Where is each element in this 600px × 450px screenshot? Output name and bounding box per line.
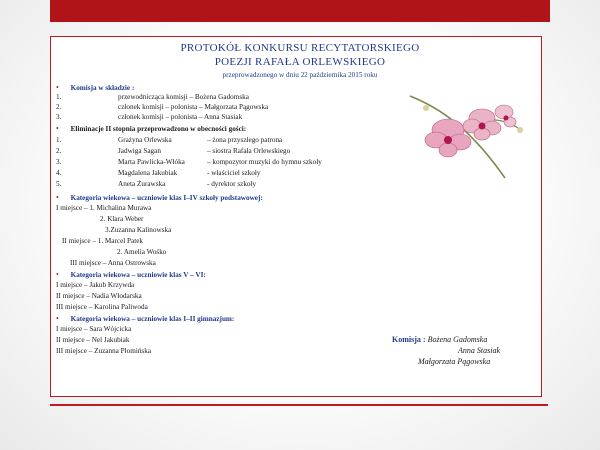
bullet-icon: • bbox=[56, 314, 59, 323]
commission-member-number: 2. bbox=[56, 103, 62, 111]
signature-label: Komisja : bbox=[392, 335, 426, 344]
result-line: I miejsce – Jakub Krzywda bbox=[56, 281, 135, 289]
guest-role: – żona przyszłego patrona bbox=[207, 136, 283, 144]
signature-name: Anna Stasiak bbox=[458, 346, 500, 355]
category-heading-line bbox=[56, 314, 234, 324]
bullet-icon: • bbox=[56, 124, 59, 133]
signature-line-1 bbox=[392, 335, 487, 344]
top-red-bar bbox=[50, 0, 550, 22]
bullet-icon: • bbox=[56, 193, 59, 202]
guest-number: 5. bbox=[56, 180, 62, 188]
result-line: I miejsce – Sara Wójcicka bbox=[56, 325, 132, 333]
guest-number: 2. bbox=[56, 147, 62, 155]
commission-heading-line bbox=[56, 83, 134, 93]
category-heading: Kategoria wiekowa – uczniowie klas V – VI: bbox=[70, 271, 206, 279]
commission-member: członek komisji – polonista – Małgorzata Pągowska bbox=[118, 103, 269, 111]
guest-role: – kompozytor muzyki do hymnu szkoły bbox=[207, 158, 322, 166]
signature-name: Bożena Gadomska bbox=[427, 335, 488, 344]
category-heading-line bbox=[56, 193, 263, 203]
result-line: III miejsce – Zuzanna Płomińska bbox=[56, 347, 152, 355]
guest-number: 4. bbox=[56, 169, 62, 177]
guest-name: Jadwiga Sagan bbox=[118, 147, 161, 155]
guest-number: 3. bbox=[56, 158, 62, 166]
result-line: III miejsce – Anna Ostrowska bbox=[70, 259, 156, 267]
result-line: III miejsce – Karolina Paliwoda bbox=[56, 303, 148, 311]
bottom-red-line bbox=[50, 404, 548, 406]
commission-member: przewodnicząca komisji – Bożena Gadomska bbox=[118, 93, 249, 101]
guest-name: Magdalena Jakubiak bbox=[118, 169, 178, 177]
guest-name: Aneta Żurawska bbox=[118, 180, 166, 188]
orchid-illustration-icon bbox=[400, 88, 530, 188]
bullet-icon: • bbox=[56, 270, 59, 279]
signature-name: Małgorzata Pągowska bbox=[418, 357, 491, 366]
title-line-1: PROTOKÓŁ KONKURSU RECYTATORSKIEGO bbox=[180, 42, 420, 54]
result-line: 3.Zuzanna Kalinowska bbox=[105, 226, 172, 234]
commission-member-number: 3. bbox=[56, 113, 62, 121]
result-line: II miejsce – 1. Marcel Patek bbox=[62, 237, 144, 245]
result-line: I miejsce – 1. Michalina Murawa bbox=[56, 204, 152, 212]
guest-name: Grażyna Orlewska bbox=[118, 136, 172, 144]
result-line: II miejsce – Nadia Włodarska bbox=[56, 292, 142, 300]
guests-heading-line bbox=[56, 124, 246, 134]
guest-role: - dyrektor szkoły bbox=[207, 180, 257, 188]
category-heading-line bbox=[56, 270, 206, 280]
bullet-icon: • bbox=[56, 83, 59, 92]
subtitle: przeprowadzonego w dniu 22 października 2015 roku bbox=[222, 71, 378, 79]
guest-role: – siostra Rafała Orlewskiego bbox=[207, 147, 291, 155]
guest-number: 1. bbox=[56, 136, 62, 144]
commission-member-number: 1. bbox=[56, 93, 62, 101]
guest-name: Marta Pawlicka-Włóka bbox=[118, 158, 185, 166]
result-line: 2. Amelia Wośko bbox=[117, 248, 167, 256]
commission-member: członek komisji – polonista – Anna Stasiak bbox=[118, 113, 243, 121]
category-heading: Kategoria wiekowa – uczniowie klas I–II gimnazjum: bbox=[70, 315, 235, 323]
title-line-2: POEZJI RAFAŁA ORLEWSKIEGO bbox=[214, 56, 386, 68]
commission-heading: Komisja w składzie : bbox=[70, 84, 135, 92]
guest-role: - właściciel szkoły bbox=[207, 169, 261, 177]
guests-heading: Eliminacje II stopnia przeprowadzono w obecności gości: bbox=[70, 125, 247, 133]
result-line: II miejsce – Nel Jakubiak bbox=[56, 336, 130, 344]
result-line: 2. Klara Weber bbox=[100, 215, 144, 223]
category-heading: Kategoria wiekowa – uczniowie klas I–IV szkoły podstawowej: bbox=[70, 194, 263, 202]
